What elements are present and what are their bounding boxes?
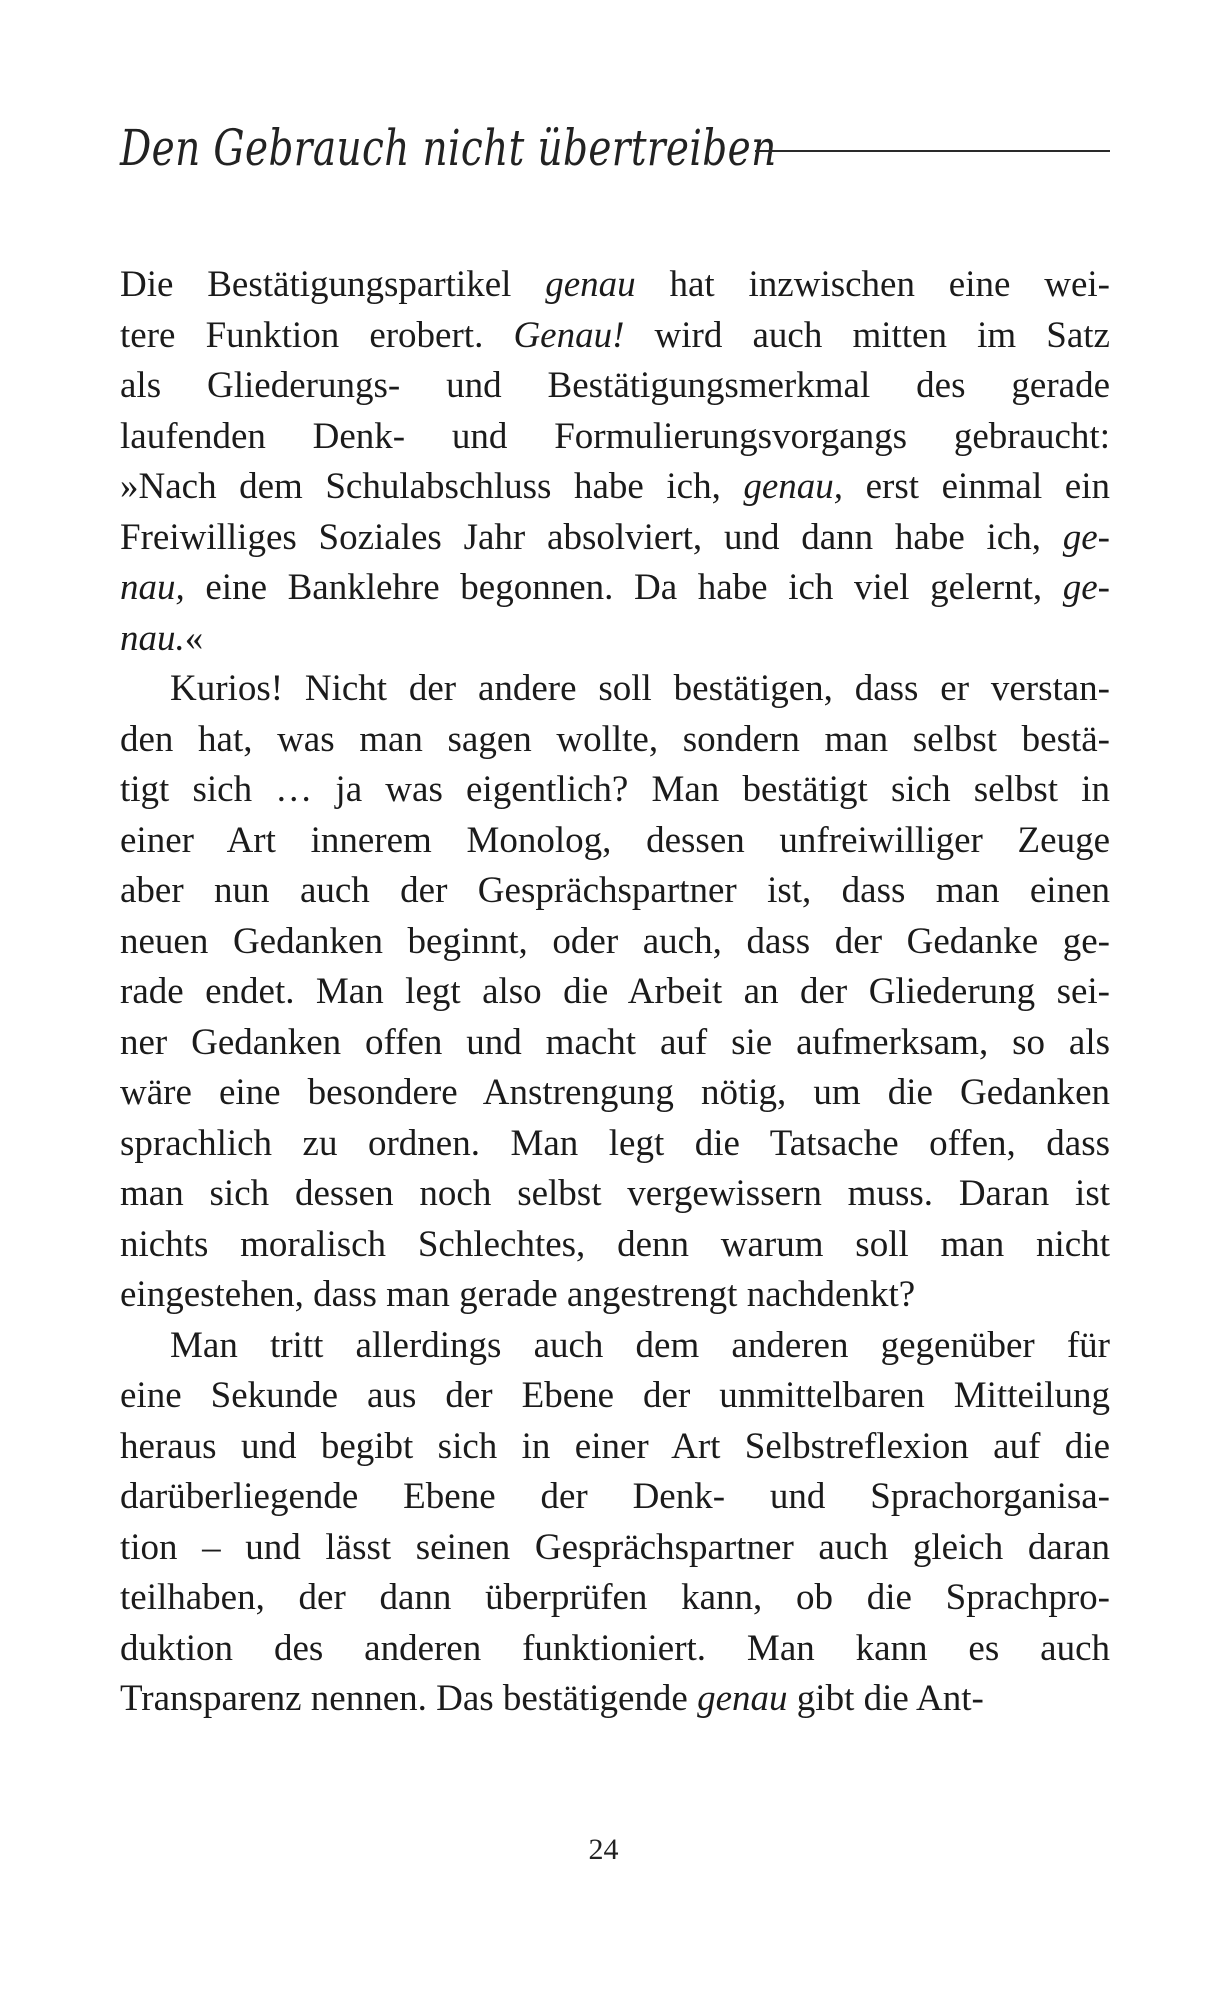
text-run: sprachlich zu ordnen. Man legt die Tatsache offen, dass — [120, 1122, 1110, 1164]
text-run: ner Gedanken offen und macht auf sie aufmerksam, so als — [120, 1021, 1110, 1063]
running-head-rule — [755, 150, 1110, 152]
text-line — [120, 1169, 1110, 1220]
text-run: tion – und lässt seinen Gesprächspartner auch gleich daran — [120, 1526, 1110, 1568]
text-line — [120, 614, 1110, 665]
text-run: rade endet. Man legt also die Arbeit an der Gliederung sei- — [120, 971, 1110, 1012]
text-run: wird auch mitten im Satz — [624, 314, 1110, 356]
text-line — [120, 1472, 1110, 1523]
text-run: aber nun auch der Gesprächspartner ist, dass man einen — [120, 870, 1110, 911]
italic-run: ge- — [1062, 516, 1110, 558]
text-line — [120, 412, 1110, 463]
text-run: Transparenz nennen. Das bestätigende — [120, 1678, 698, 1719]
text-line — [120, 967, 1110, 1018]
italic-run: genau — [545, 264, 636, 305]
text-line — [120, 1220, 1110, 1271]
text-line — [120, 260, 1110, 311]
text-run: eine Banklehre begonnen. Da habe ich viel gelernt, — [184, 567, 1063, 608]
italic-run: genau, — [743, 466, 844, 507]
italic-run: ge- — [1062, 567, 1110, 608]
text-run: »Nach dem Schulabschluss habe ich, — [120, 466, 744, 507]
text-run: tere Funktion erobert. — [120, 314, 514, 356]
text-run: nichts moralisch Schlechtes, denn warum soll man nicht — [120, 1223, 1110, 1265]
text-run: eine Sekunde aus der Ebene der unmittelbaren Mitteilung — [120, 1375, 1110, 1416]
text-run: duktion des anderen funktioniert. Man kann es auch — [120, 1627, 1110, 1669]
page-number: 24 — [588, 1833, 619, 1866]
text-run: « — [184, 617, 204, 659]
text-run: Freiwilliges Soziales Jahr absolviert, und dann habe ich, — [120, 516, 1063, 558]
text-line — [120, 1321, 1110, 1372]
italic-run: nau, — [120, 567, 185, 608]
body-text — [120, 260, 1110, 1725]
text-run: Kurios! Nicht der andere soll bestätigen, dass er verstan- — [170, 668, 1110, 709]
text-line — [120, 715, 1110, 766]
paragraph — [120, 664, 1110, 1321]
text-run: als Gliederungs- und Bestätigungsmerkmal des gerade — [120, 365, 1110, 406]
text-line — [120, 563, 1110, 614]
text-run: neuen Gedanken beginnt, oder auch, dass der Gedanke ge- — [120, 920, 1110, 962]
text-line — [120, 1371, 1110, 1422]
text-run: Man tritt allerdings auch dem anderen gegenüber für — [170, 1324, 1110, 1366]
text-line — [120, 1068, 1110, 1119]
text-line — [120, 1018, 1110, 1069]
text-line — [120, 462, 1110, 513]
text-line — [120, 866, 1110, 917]
text-line — [120, 1422, 1110, 1473]
text-line — [120, 917, 1110, 968]
text-line — [120, 1523, 1110, 1574]
paragraph — [120, 260, 1110, 664]
text-run: Die Bestätigungspartikel — [120, 264, 546, 305]
text-run: einer Art innerem Monolog, dessen unfreiwilliger Zeuge — [120, 819, 1110, 861]
text-line — [120, 1624, 1110, 1675]
text-run: eingestehen, dass man gerade angestrengt nachdenkt? — [120, 1274, 916, 1315]
text-line — [120, 1573, 1110, 1624]
text-line — [120, 1674, 1110, 1725]
text-run: heraus und begibt sich in einer Art Selbstreflexion auf die — [120, 1425, 1110, 1467]
italic-run: nau. — [120, 617, 185, 659]
running-head — [120, 118, 1110, 188]
text-line — [120, 311, 1110, 362]
text-line — [120, 664, 1110, 715]
running-head-title: Den Gebrauch nicht übertreiben — [120, 119, 777, 177]
text-run: gibt die Ant- — [787, 1678, 984, 1719]
text-run: tigt sich … ja was eigentlich? Man bestätigt sich selbst in — [120, 769, 1110, 810]
text-run: darüberliegende Ebene der Denk- und Sprachorganisa- — [120, 1476, 1110, 1517]
text-run: wäre eine besondere Anstrengung nötig, um die Gedanken — [120, 1072, 1110, 1113]
italic-run: Genau! — [513, 314, 625, 356]
text-run: hat inzwischen eine wei- — [635, 264, 1110, 305]
italic-run: genau — [697, 1678, 788, 1719]
text-run: erst einmal ein — [843, 466, 1110, 507]
text-run: den hat, was man sagen wollte, sondern man selbst bestä- — [120, 718, 1110, 760]
paragraph — [120, 1321, 1110, 1725]
text-line — [120, 513, 1110, 564]
text-line — [120, 1270, 1110, 1321]
text-line — [120, 765, 1110, 816]
text-line — [120, 1119, 1110, 1170]
text-line — [120, 361, 1110, 412]
text-line — [120, 816, 1110, 867]
text-run: laufenden Denk- und Formulierungsvorgangs gebraucht: — [120, 415, 1110, 457]
text-run: teilhaben, der dann überprüfen kann, ob die Sprachpro- — [120, 1577, 1110, 1618]
text-run: man sich dessen noch selbst vergewissern muss. Daran ist — [120, 1173, 1110, 1214]
